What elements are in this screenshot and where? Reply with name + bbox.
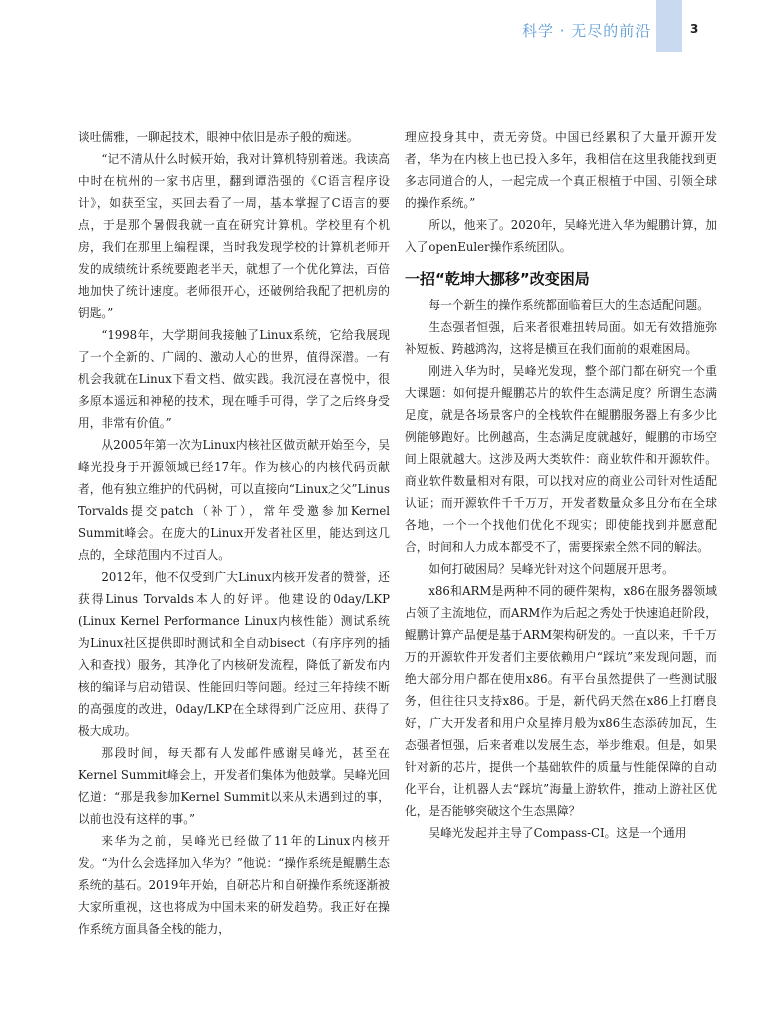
header-color-tab: [656, 0, 682, 52]
paragraph: 谈吐儒雅，一聊起技术，眼神中依旧是赤子般的痴迷。: [78, 130, 359, 144]
paragraph: 从2005年第一次为Linux内核社区做贡献开始至今，吴峰光投身于开源领域已经17年。作为核心的内核代码贡献者，他有独立维护的代码树，可以直接向“Linux之父”Linus Torvalds提交patch（补丁），常年受邀参加Kernel Summit峰会。在庞大的Linux开发者社区里，能达到这几点的，全球范围内不过百人。: [78, 438, 390, 562]
paragraph: 刚进入华为时，吴峰光发现，整个部门都在研究一个重大课题：如何提升鲲鹏芯片的软件生态满足度？所谓生态满足度，就是各场景客户的全栈软件在鲲鹏服务器上有多少比例能够跑好。比例越高，生态满足度就越好，鲲鹏的市场空间上限就越大。这涉及两大类软件：商业软件和开源软件。商业软件数量相对有限，可以找对应的商业公司针对性适配认证；而开源软件千千万万，开发者数量众多且分布在全球各地，一个一个找他们优化不现实；即使能找到并愿意配合，时间和人力成本都受不了，需要探索全然不同的解法。: [405, 364, 717, 554]
paragraph: 来华为之前，吴峰光已经做了11年的Linux内核开发。“为什么会选择加入华为？”他说：“操作系统是鲲鹏生态系统的基石。2019年开始，自研芯片和自研操作系统逐渐被大家所重视，这也将成为中国未来的研发趋势。我正好在操作系统方面具备全栈的能力，: [78, 834, 390, 936]
paragraph: 那段时间，每天都有人发邮件感谢吴峰光，甚至在Kernel Summit峰会上，开发者们集体为他鼓掌。吴峰光回忆道：“那是我参加Kernel Summit以来从未遇到过的事，以前也没有这样的事。”: [78, 746, 390, 826]
paragraph: 生态强者恒强，后来者很难扭转局面。如无有效措施弥补短板、跨越鸿沟，这将是横亘在我们面前的艰难困局。: [405, 320, 717, 356]
paragraph: “记不清从什么时候开始，我对计算机特别着迷。我读高中时在杭州的一家书店里，翻到谭浩强的《C语言程序设计》，如获至宝，买回去看了一周，基本掌握了C语言的要点，于是那个暑假我就一直在研究计算机。学校里有个机房，我们在那里上编程课，当时我发现学校的计算机老师开发的成绩统计系统要跑老半天，就想了一个优化算法，百倍地加快了统计速度。老师很开心，还破例给我配了把机房的钥匙。”: [78, 152, 390, 320]
paragraph: 理应投身其中，责无旁贷。中国已经累积了大量开源开发者，华为在内核上也已投入多年，我相信在这里我能找到更多志同道合的人，一起完成一个真正根植于中国、引领全球的操作系统。”: [405, 130, 717, 210]
section-heading: 一招“乾坤大挪移”改变困局: [405, 270, 590, 288]
page-number: 3: [690, 22, 699, 36]
paragraph: 吴峰光发起并主导了Compass-CI。这是一个通用: [428, 826, 687, 840]
paragraph: 所以，他来了。2020年，吴峰光进入华为鲲鹏计算，加入了openEuler操作系统团队。: [405, 218, 717, 254]
paragraph: 2012年，他不仅受到广大Linux内核开发者的赞誉，还获得Linus Torvalds本人的好评。他建设的0day/LKP (Linux Kernel Performance Linux内核性能）测试系统为Linux社区提供即时测试和全自动bisect（有序序列的插入和查找）服务，其净化了内核研发流程，降低了新发布内核的编译与启动错误、性能回归等问题。经过三年持续不断的高强度的改进，0day/LKP在全球得到广泛应用、获得了极大成功。: [78, 570, 390, 738]
paragraph: “1998年，大学期间我接触了Linux系统，它给我展现了一个全新的、广阔的、激动人心的世界，值得深潜。一有机会我就在Linux下看文档、做实践。我沉浸在喜悦中，很多原本遥远和神秘的技术，现在唾手可得，学了之后终身受用，非常有价值。”: [78, 328, 390, 430]
right-column: [405, 126, 717, 844]
paragraph: 如何打破困局？吴峰光针对这个问题展开思考。: [428, 562, 674, 576]
running-header-title: 科学 · 无尽的前沿: [522, 22, 652, 40]
left-column: [78, 126, 390, 940]
paragraph: x86和ARM是两种不同的硬件架构，x86在服务器领域占领了主流地位，而ARM作为后起之秀处于快速追赶阶段，鲲鹏计算产品便是基于ARM架构研发的。一直以来，千千万万的开源软件开发者们主要依赖用户“踩坑”来发现问题，而绝大部分用户都在使用x86。有平台虽然提供了一些测试服务，但往往只支持x86。于是，新代码天然在x86上打磨良好，广大开发者和用户众星捧月般为x86生态添砖加瓦，生态强者恒强，后来者难以发展生态，举步维艰。但是，如果针对新的芯片，提供一个基础软件的质量与性能保障的自动化平台，让机器人去“踩坑”海量上游软件，推动上游社区优化，是否能够突破这个生态黑障？: [405, 584, 717, 818]
paragraph: 每一个新生的操作系统都面临着巨大的生态适配问题。: [428, 298, 709, 312]
